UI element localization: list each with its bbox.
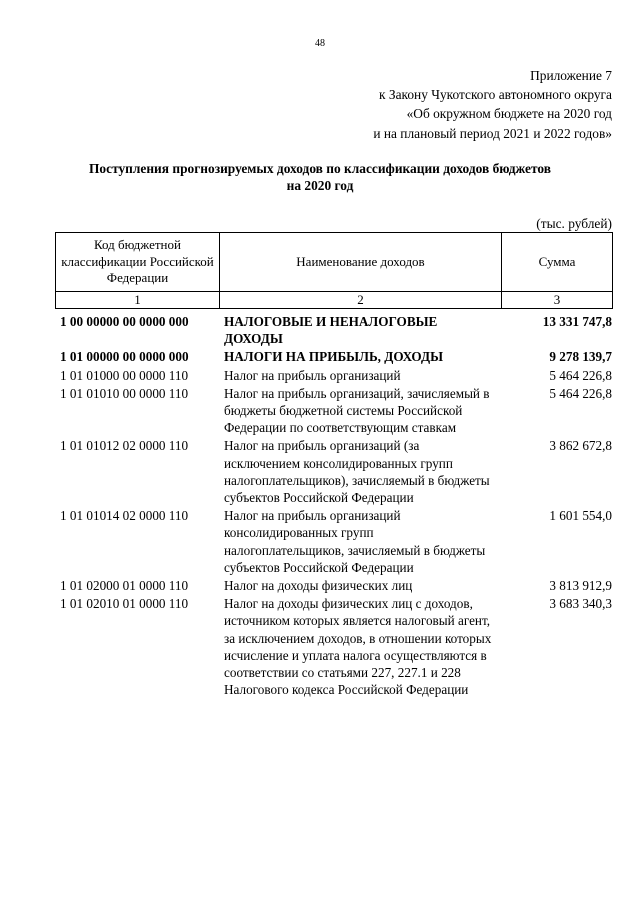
appendix-line: к Закону Чукотского автономного округа: [379, 87, 612, 103]
document-title: [40, 160, 600, 194]
row-code: 1 01 02000 01 0000 110: [60, 578, 189, 594]
units-label: (тыс. рублей): [536, 216, 612, 231]
row-sum: 9 278 139,7: [549, 349, 612, 365]
title-line: на 2020 год: [286, 178, 354, 193]
row-code: 1 00 00000 00 0000 000: [60, 314, 189, 329]
column-number: 1: [56, 292, 220, 309]
income-table: [55, 313, 612, 699]
row-name: НАЛОГИ НА ПРИБЫЛЬ, ДОХОДЫ: [224, 349, 444, 365]
row-name: НАЛОГОВЫЕ И НЕНАЛОГОВЫЕ ДОХОДЫ: [224, 314, 438, 347]
row-sum: 3 683 340,3: [549, 596, 612, 612]
row-code: 1 01 01014 02 0000 110: [60, 508, 189, 524]
row-sum: 3 813 912,9: [549, 578, 612, 594]
row-sum: 13 331 747,8: [542, 314, 612, 329]
table-header: [55, 232, 613, 309]
table-row: [55, 385, 612, 438]
row-name: Налог на доходы физических лиц: [224, 578, 413, 594]
row-code: 1 01 01012 02 0000 110: [60, 438, 189, 454]
appendix-line: Приложение 7: [530, 68, 612, 83]
table-row: [55, 595, 612, 699]
row-name: Налог на прибыль организаций: [224, 367, 401, 383]
column-number: 2: [220, 292, 502, 309]
row-name: Налог на доходы физических лиц с доходов, источником которых является налоговый агент, за исключением доходов, в отношении которых исчисление и уплата налога осуществляются в соответствии со статьями 227, 227.1 и 228 Налогового кодекса Российской Федерации: [224, 596, 492, 698]
row-name: Налог на прибыль организаций, зачисляемый в бюджеты бюджетной системы Российской Федерации по соответствующим ставкам: [224, 385, 490, 436]
row-code: 1 01 01010 00 0000 110: [60, 385, 189, 401]
title-line: Поступления прогнозируемых доходов по классификации доходов бюджетов: [89, 161, 551, 176]
table-row: [55, 367, 612, 385]
row-name: Налог на прибыль организаций (за исключением консолидированных групп налогоплательщиков), зачисляемый в бюджеты субъектов Российской Федерации: [224, 438, 490, 506]
column-number: 3: [502, 292, 613, 309]
header-sum: Сумма: [502, 233, 613, 292]
row-code: 1 01 00000 00 0000 000: [60, 349, 189, 365]
table-row: [55, 348, 612, 366]
row-code: 1 01 02010 01 0000 110: [60, 596, 189, 612]
row-name: Налог на прибыль организаций консолидированных групп налогоплательщиков, зачисляемый в бюджеты субъектов Российской Федерации: [224, 508, 486, 575]
table-row: [55, 437, 612, 507]
appendix-note: [373, 66, 612, 143]
row-sum: 5 464 226,8: [549, 385, 612, 401]
table-row: [55, 313, 612, 348]
header-name: Наименование доходов: [220, 233, 502, 292]
header-code: Код бюджетной классификации Российской Федерации: [56, 233, 220, 292]
row-sum: 1 601 554,0: [549, 508, 612, 524]
appendix-line: «Об окружном бюджете на 2020 год: [406, 106, 612, 122]
table-row: [55, 507, 612, 577]
row-code: 1 01 01000 00 0000 110: [60, 367, 189, 383]
page-number: 48: [315, 38, 325, 49]
appendix-line: и на плановый период 2021 и 2022 годов»: [373, 125, 612, 141]
row-sum: 5 464 226,8: [549, 367, 612, 383]
row-sum: 3 862 672,8: [549, 438, 612, 454]
table-row: [55, 577, 612, 595]
